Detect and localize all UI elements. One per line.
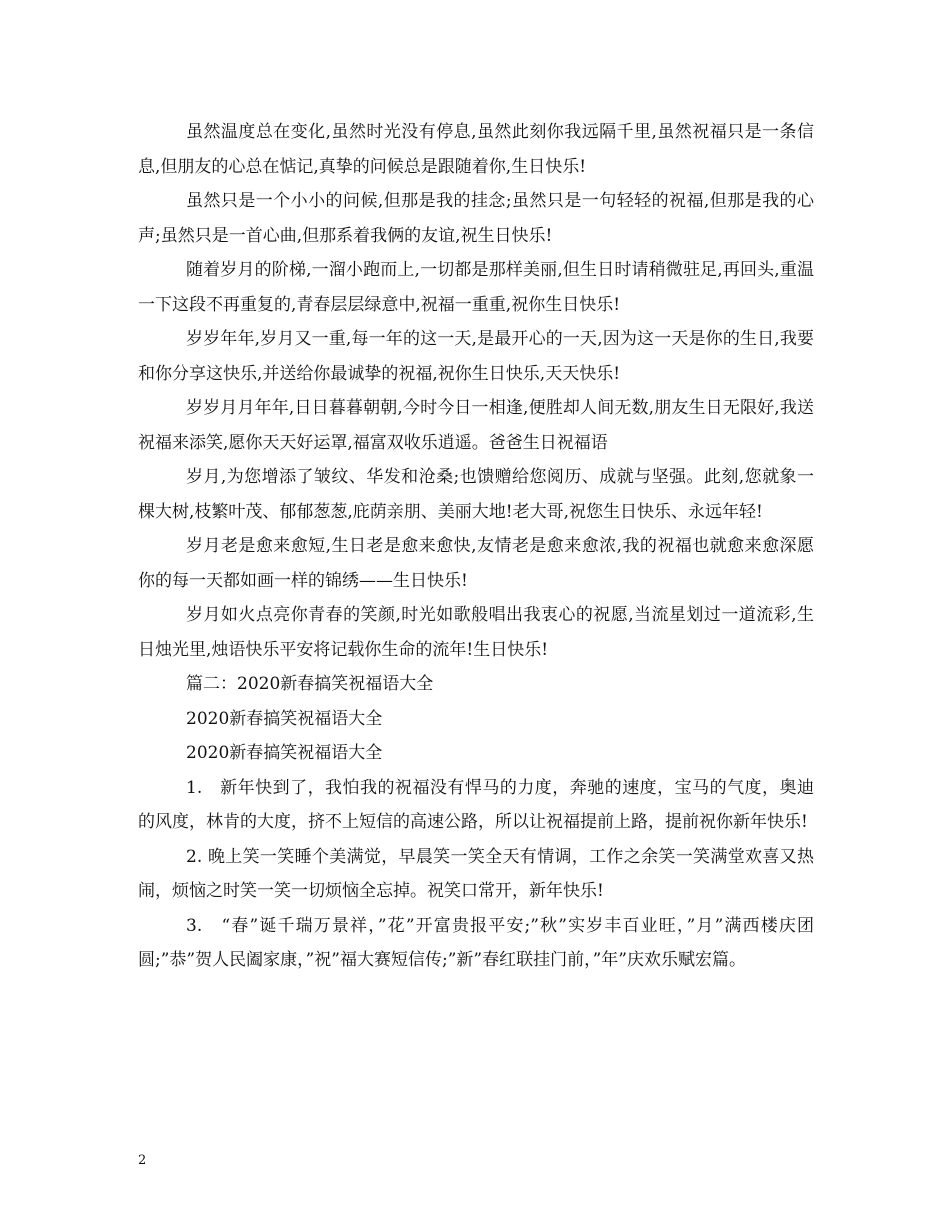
paragraph-2: 虽然只是一个小小的问候,但那是我的挂念;虽然只是一句轻轻的祝福,但那是我的心声;虽然只是一首心曲,但那系着我俩的友谊,祝生日快乐! [138, 191, 814, 246]
paragraph-3: 随着岁月的阶梯,一溜小跑而上,一切都是那样美丽,但生日时请稍微驻足,再回头,重温一下这段不再重复的,青春层层绿意中,祝福一重重,祝你生日快乐! [138, 260, 814, 315]
page-number: 2 [138, 1153, 147, 1168]
paragraph-7: 岁月老是愈来愈短,生日老是愈来愈快,友情老是愈来愈浓,我的祝福也就愈来愈深愿你的每一天都如画一样的锦绣——生日快乐! [138, 536, 814, 591]
paragraph-5: 岁岁月月年年,日日暮暮朝朝,今时今日一相逢,便胜却人间无数,朋友生日无限好,我送祝福来添笑,愿你天天好运罩,福富双收乐逍遥。爸爸生日祝福语 [138, 398, 814, 453]
numbered-item-2: 2. 晚上笑一笑睡个美满觉，早晨笑一笑全天有情调，工作之余笑一笑满堂欢喜又热闹，烦恼之时笑一笑一切烦恼全忘掉。祝笑口常开，新年快乐! [138, 846, 814, 901]
numbered-item-3: 3. “春”诞千瑞万景祥，”花”开富贵报平安;”秋”实岁丰百业旺，”月”满西楼庆团圆;”恭”贺人民阖家康，”祝”福大赛短信传;”新”春红联挂门前，”年”庆欢乐赋宏篇。 [138, 915, 814, 970]
numbered-item-1: 1. 新年快到了，我怕我的祝福没有悍马的力度，奔驰的速度，宝马的气度，奥迪的风度，林肯的大度，挤不上短信的高速公路，所以让祝福提前上路，提前祝你新年快乐! [138, 777, 814, 832]
section-heading: 篇二：2020新春搞笑祝福语大全 [186, 674, 434, 694]
section-subtitle-1: 2020新春搞笑祝福语大全 [186, 708, 383, 729]
paragraph-1: 虽然温度总在变化,虽然时光没有停息,虽然此刻你我远隔千里,虽然祝福只是一条信息,但朋友的心总在惦记,真挚的问候总是跟随着你,生日快乐! [138, 122, 814, 177]
paragraph-8: 岁月如火点亮你青春的笑颜,时光如歌般唱出我衷心的祝愿,当流星划过一道流彩,生日烛光里,烛语快乐平安将记载你生命的流年!生日快乐! [138, 605, 814, 660]
paragraph-6: 岁月,为您增添了皱纹、华发和沧桑;也馈赠给您阅历、成就与坚强。此刻,您就象一棵大树,枝繁叶茂、郁郁葱葱,庇荫亲朋、美丽大地!老大哥,祝您生日快乐、永远年轻! [138, 467, 814, 522]
section-subtitle-2: 2020新春搞笑祝福语大全 [186, 743, 383, 763]
paragraph-4: 岁岁年年,岁月又一重,每一年的这一天,是最开心的一天,因为这一天是你的生日,我要和你分享这快乐,并送给你最诚挚的祝福,祝你生日快乐,天天快乐! [138, 329, 814, 384]
document-body [138, 115, 814, 978]
